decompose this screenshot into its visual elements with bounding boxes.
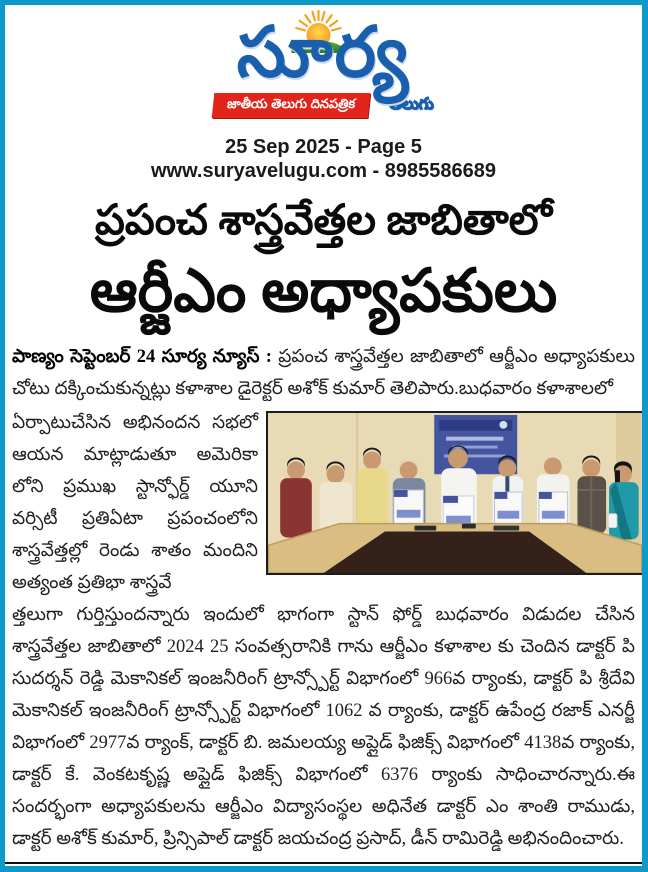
clipping-content (5, 5, 642, 862)
dateline-block (12, 135, 635, 183)
dateline-website-phone: www.suryavelugu.com - 8985586689 (151, 160, 496, 182)
dateline-date-page: 25 Sep 2025 - Page 5 (225, 136, 422, 158)
article-photo (266, 411, 644, 575)
masthead-title: సూర్య (236, 15, 411, 92)
headline-line2: ఆర్జీఎం అధ్యాపకులు (89, 258, 558, 324)
page-frame-top (0, 0, 648, 5)
page-frame-right (642, 0, 648, 872)
headline-block (12, 195, 635, 327)
article-intro-text: ప్రపంచ శాస్త్రవేత్తల జాబితాలో ఆర్జీఎం అధ్యాపకులు చోటు దక్కించుకున్నట్లు కళాశాల డైరెక్టర్ అశోక్ కుమార్ తెలిపారు.బుధవారం కళాశాలలో (12, 347, 635, 399)
page-frame-bottom (0, 866, 648, 872)
article-intro (12, 341, 635, 405)
newspaper-masthead (12, 11, 635, 129)
bottom-rule (5, 862, 642, 864)
article-dateline-lead: పాణ్యం సెప్టెంబర్ 24 సూర్య న్యూస్ : (12, 347, 279, 367)
press-meet-photo-illustration (268, 413, 642, 573)
article-left-column: ఏర్పాటుచేసిన అభినందన సభలో ఆయన మాట్లాడుతూ అమెరికా లోని ప్రముఖ స్టాన్ఫోర్డ్ యూని వర్సిటీ ప్రతిఏటా ప్రపంచంలోని శాస్త్రవేత్తల్లో రెండు శాతం మందిని అత్యంత ప్రతిభా శాస్త్రవే (12, 413, 258, 593)
article-mid-row (12, 407, 635, 599)
masthead-tagline: జాతీయ తెలుగు దినపత్రిక (212, 93, 371, 118)
headline-line1: ప్రపంచ శాస్త్రవేత్తల జాబితాలో (95, 198, 552, 244)
article-body (12, 341, 635, 855)
article-bottom-block: త్తలుగా గుర్తిస్తుందన్నారు ఇందులో భాగంగా స్టాన్ ఫోర్డ్ బుధవారం విడుదల చేసిన శాస్త్రవేత్తల జాబితాలో 2024 25 సంవత్సరానికి గాను ఆర్జీఎం కళాశాల కు చెందిన డాక్టర్ పి సుదర్శన్ రెడ్డి మెకానికల్ ఇంజనీరింగ్ ట్రాన్స్పోర్ట్ విభాగంలో 966వ ర్యాంకు, డాక్టర్ పి శ్రీదేవి మెకానికల్ ఇంజనీరింగ్ ట్రాన్స్పోర్ట్ విభాగంలో 1062 వ ర్యాంకు, డాక్టర్ ఉపేంద్ర రజాక్ ఎనర్జీ విభాగంలో 2977వ ర్యాంక్, డాక్టర్ బి. జమలయ్య అప్లైడ్ ఫిజిక్స్ విభాగంలో 4138వ ర్యాంకు, డాక్టర్ కే. వెంకటకృష్ణ అప్లైడ్ ఫిజిక్స్ విభాగంలో 6376 ర్యాంకు సాధించారన్నారు.ఈ సందర్భంగా అధ్యాపకులను ఆర్జీఎం విద్యాసంస్థల అధినేత డాక్టర్ ఎం శాంతి రాముడు, డాక్టర్ అశోక్ కుమార్, ప్రిన్సిపాల్ డాక్టర్ జయచంద్ర ప్రసాద్, డీన్ రామిరెడ్డి అభినందించారు. (12, 605, 635, 849)
newspaper-logo (213, 11, 433, 118)
page-frame-left (0, 0, 5, 872)
language-badge: తెలుగు (389, 95, 434, 113)
